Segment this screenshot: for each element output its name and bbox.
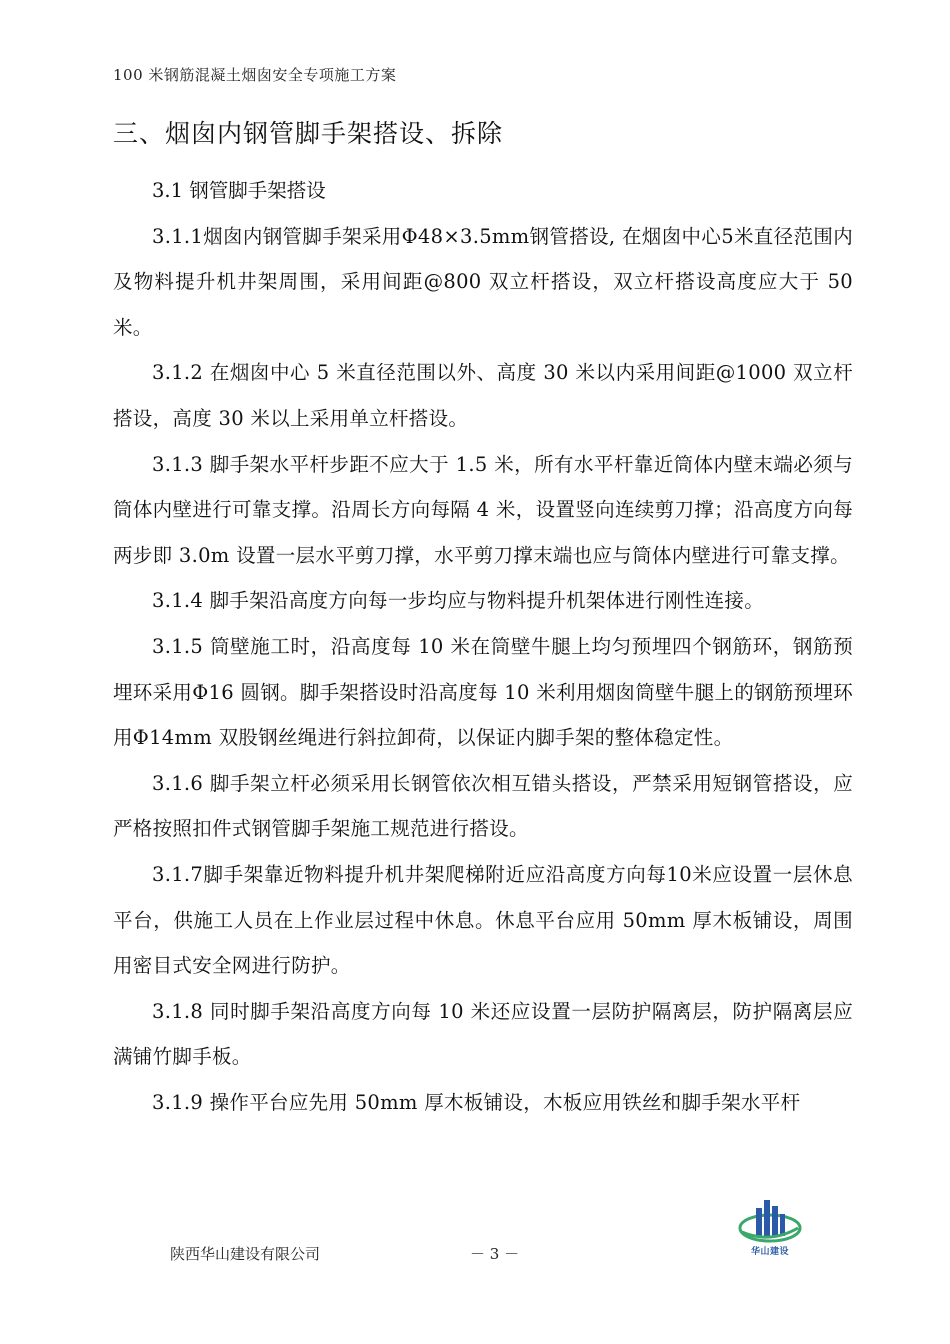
paragraph-3-1-4: 3.1.4 脚手架沿高度方向每一步均应与物料提升机架体进行刚性连接。 <box>152 589 765 613</box>
logo-building-icon <box>738 1198 802 1244</box>
company-logo <box>738 1198 802 1262</box>
running-header: 100 米钢筋混凝土烟囱安全专项施工方案 <box>113 66 397 84</box>
document-body <box>113 168 853 1125</box>
section-title: 三、烟囱内钢管脚手架搭设、拆除 <box>113 119 504 148</box>
paragraph-3-1-2: 3.1.2 在烟囱中心 5 米直径范围以外、高度 30 米以内采用间距@1000 双立杆搭设，高度 30 米以上采用单立杆搭设。 <box>113 361 853 430</box>
page-number: － 3 － <box>470 1245 520 1263</box>
logo-text: 华山建设 <box>750 1247 789 1257</box>
paragraph-3-1-7: 3.1.7脚手架靠近物料提升机井架爬梯附近应沿高度方向每10米应设置一层休息平台，供施工人员在上作业层过程中休息。休息平台应用 50mm 厚木板铺设，周围用密目式安全网进行防护。 <box>113 862 853 978</box>
paragraph-3-1-6: 3.1.6 脚手架立杆必须采用长钢管依次相互错头搭设，严禁采用短钢管搭设，应严格按照扣件式钢管脚手架施工规范进行搭设。 <box>113 771 853 841</box>
paragraph-3-1-8: 3.1.8 同时脚手架沿高度方向每 10 米还应设置一层防护隔离层，防护隔离层应满铺竹脚手板。 <box>113 999 853 1069</box>
subsection-heading: 3.1 钢管脚手架搭设 <box>152 179 326 202</box>
paragraph-3-1-1: 3.1.1烟囱内钢管脚手架采用Φ48×3.5mm钢管搭设, 在烟囱中心5米直径范围内及物料提升机井架周围，采用间距@800 双立杆搭设，双立杆搭设高度应大于 50 米。 <box>113 224 853 339</box>
footer-company: 陕西华山建设有限公司 <box>170 1245 321 1263</box>
paragraph-3-1-3: 3.1.3 脚手架水平杆步距不应大于 1.5 米，所有水平杆靠近筒体内壁末端必须与筒体内壁进行可靠支撑。沿周长方向每隔 4 米，设置竖向连续剪刀撑；沿高度方向每两步即 3.0m 设置一层水平剪刀撑，水平剪刀撑末端也应与筒体内壁进行可靠支撑。 <box>113 452 853 567</box>
paragraph-3-1-9: 3.1.9 操作平台应先用 50mm 厚木板铺设，木板应用铁丝和脚手架水平杆 <box>152 1090 801 1114</box>
paragraph-3-1-5: 3.1.5 筒壁施工时，沿高度每 10 米在筒壁牛腿上均匀预埋四个钢筋环，钢筋预埋环采用Φ16 圆钢。脚手架搭设时沿高度每 10 米利用烟囱筒壁牛腿上的钢筋预埋环用Φ14mm 双股钢丝绳进行斜拉卸荷，以保证内脚手架的整体稳定性。 <box>113 634 854 750</box>
